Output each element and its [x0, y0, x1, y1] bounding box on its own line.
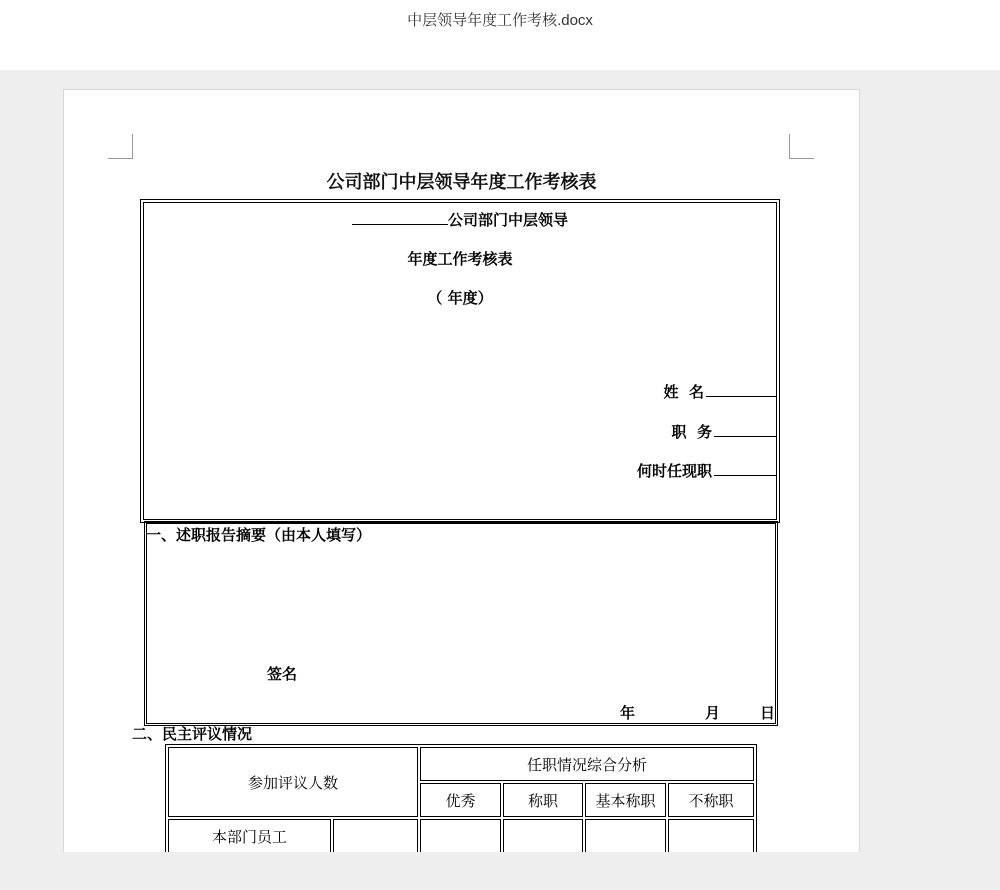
header-participants: 参加评议人数 — [168, 747, 418, 817]
cover-line-3: （ 年度） — [427, 289, 493, 307]
row-label: 本部门员工 — [168, 819, 331, 853]
field-name-label: 姓 名 — [663, 383, 704, 401]
cover-line-1 — [144, 209, 776, 230]
field-name-blank — [706, 382, 776, 397]
header-analysis: 任职情况综合分析 — [420, 747, 754, 781]
field-tenure — [637, 460, 776, 481]
margin-corner-top-left — [108, 134, 133, 159]
bottom-bar — [0, 852, 1000, 890]
field-tenure-label: 何时任现职 — [636, 462, 712, 480]
signature-label: 签名 — [267, 665, 298, 683]
table-cell[interactable] — [503, 819, 583, 853]
table-cell[interactable] — [585, 819, 666, 853]
table-row — [168, 819, 754, 853]
cover-box — [143, 202, 777, 520]
field-position — [672, 421, 776, 442]
date-month: 月 — [705, 704, 721, 722]
table-cell[interactable] — [420, 819, 501, 853]
field-name — [664, 381, 776, 402]
section-1-heading: 一、述职报告摘要（由本人填写） — [146, 526, 372, 544]
date-day: 日 — [760, 704, 776, 722]
table-cell[interactable] — [333, 819, 418, 853]
date-year: 年 — [620, 704, 636, 722]
section-2-heading: 二、民主评议情况 — [132, 725, 253, 743]
field-position-blank — [714, 422, 776, 437]
margin-corner-top-right — [789, 134, 814, 159]
report-summary-box — [146, 523, 776, 724]
document-filename: 中层领导年度工作考核.docx — [407, 12, 593, 29]
column-header: 基本称职 — [585, 783, 666, 817]
column-header: 称职 — [503, 783, 583, 817]
blank-underline — [352, 210, 448, 225]
field-tenure-blank — [714, 461, 776, 476]
column-header: 不称职 — [668, 783, 754, 817]
cover-line-2: 年度工作考核表 — [407, 250, 513, 268]
table-cell[interactable] — [668, 819, 754, 853]
cover-line-1-text: 公司部门中层领导 — [447, 211, 568, 229]
title-bar — [0, 0, 1000, 70]
evaluation-table — [165, 744, 757, 856]
field-position-label: 职 务 — [671, 423, 712, 441]
column-header: 优秀 — [420, 783, 501, 817]
document-page — [63, 89, 860, 861]
document-title: 公司部门中层领导年度工作考核表 — [326, 172, 597, 193]
